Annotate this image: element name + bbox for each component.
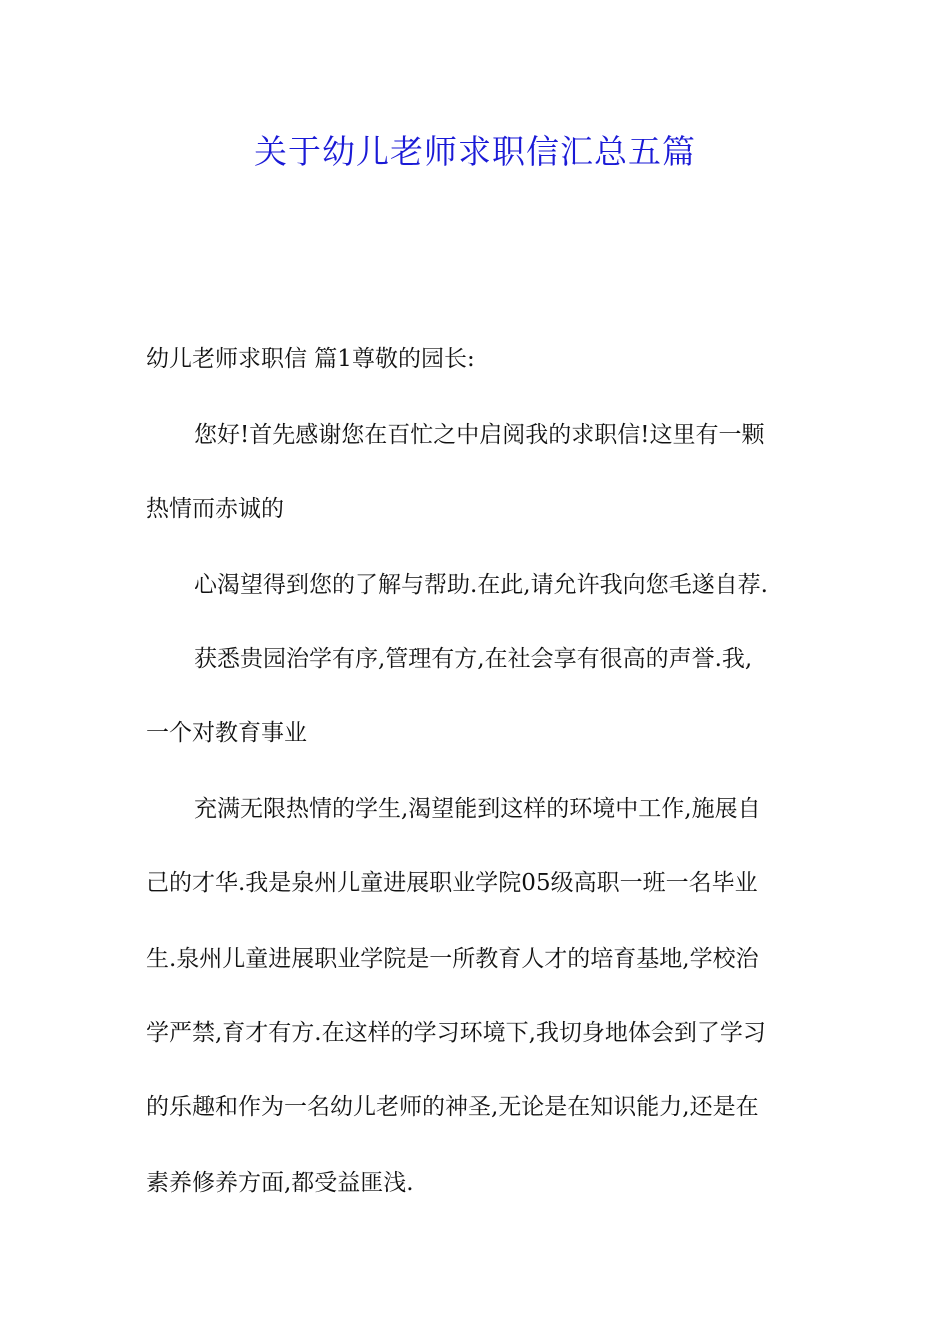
body-line: 您好!首先感谢您在百忙之中启阅我的求职信!这里有一颗 — [194, 422, 765, 448]
body-line: 获悉贵园治学有序,管理有方,在社会享有很高的声誉.我, — [194, 646, 753, 672]
body-line: 生.泉州儿童进展职业学院是一所教育人才的培育基地,学校治 — [146, 946, 759, 972]
body-line: 一个对教育事业 — [146, 720, 307, 746]
greeting-line: 幼儿老师求职信 篇1尊敬的园长: — [146, 346, 475, 372]
body-line: 己的才华.我是泉州儿童进展职业学院05级高职一班一名毕业 — [146, 870, 758, 896]
body-line: 充满无限热情的学生,渴望能到这样的环境中工作,施展自 — [194, 796, 761, 822]
document-title: 关于幼儿老师求职信汇总五篇 — [254, 132, 696, 171]
body-line: 的乐趣和作为一名幼儿老师的神圣,无论是在知识能力,还是在 — [146, 1094, 759, 1120]
body-line: 学严禁,育才有方.在这样的学习环境下,我切身地体会到了学习 — [146, 1020, 766, 1046]
body-line: 素养修养方面,都受益匪浅. — [146, 1170, 414, 1196]
body-line: 热情而赤诚的 — [146, 496, 284, 522]
body-line: 心渴望得到您的了解与帮助.在此,请允许我向您毛遂自荐. — [194, 572, 768, 598]
